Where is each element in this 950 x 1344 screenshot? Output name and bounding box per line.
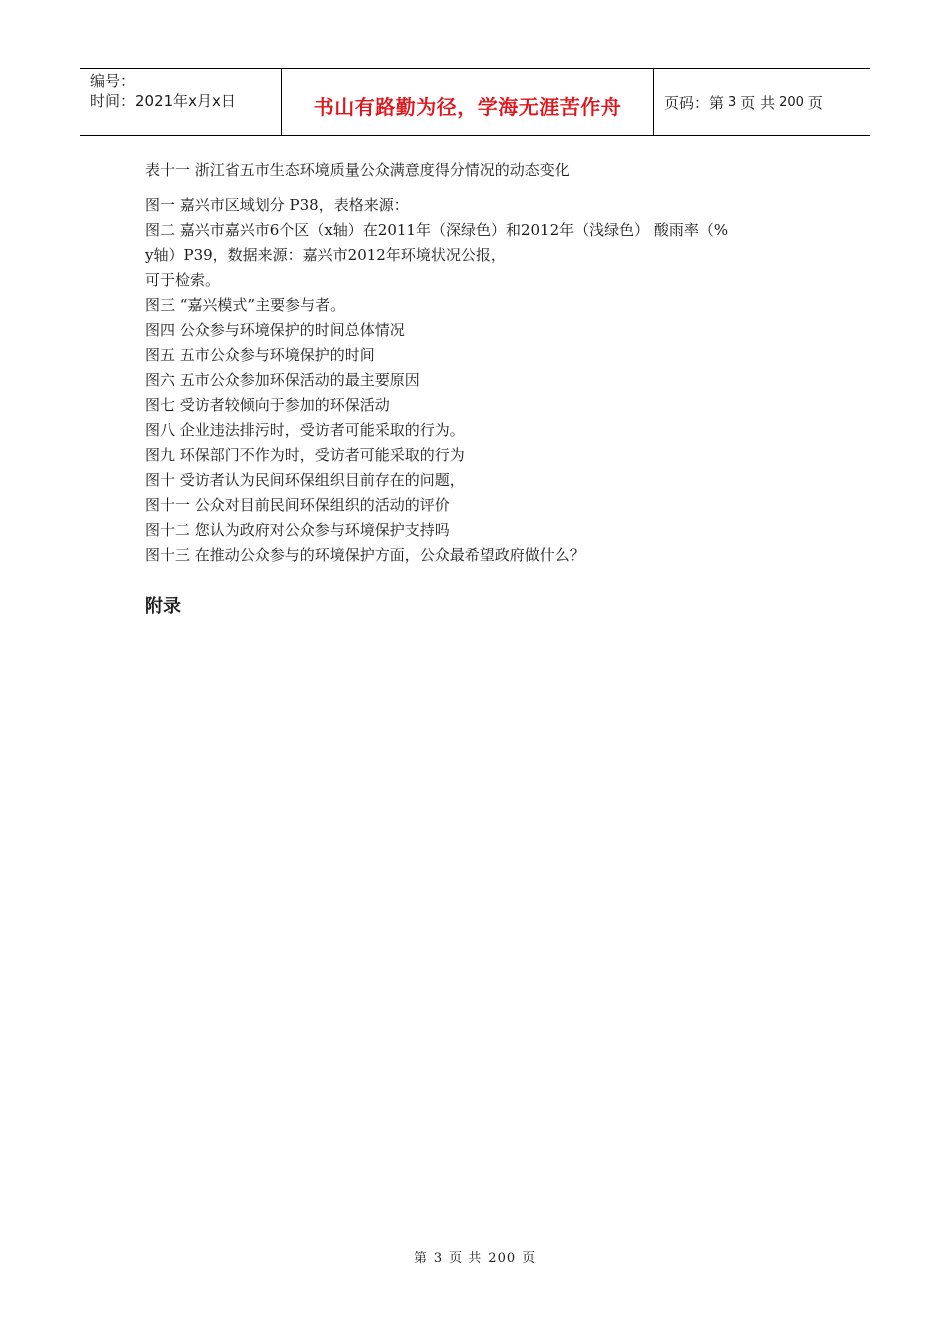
figure-list bbox=[145, 158, 825, 568]
list-item: 图十三 在推动公众参与的环境保护方面，公众最希望政府做什么？ bbox=[145, 546, 585, 564]
table-caption: 表十一 浙江省五市生态环境质量公众满意度得分情况的动态变化 bbox=[145, 161, 570, 179]
footer-page-current: 3 bbox=[433, 1251, 444, 1266]
header-page-total: 200 bbox=[779, 94, 804, 110]
list-item: 图七 受访者较倾向于参加的环保活动 bbox=[145, 396, 390, 414]
list-item: 图六 五市公众参加环保活动的最主要原因 bbox=[145, 371, 420, 389]
appendix-heading: 附录 bbox=[145, 596, 181, 617]
header-page-current: 3 bbox=[728, 94, 737, 110]
footer-prefix: 第 bbox=[413, 1251, 428, 1266]
footer-suffix: 页 bbox=[522, 1251, 537, 1266]
header-motto: 书山有路勤为径，学海无涯苦作舟 bbox=[313, 94, 622, 119]
list-item: 图四 公众参与环境保护的时间总体情况 bbox=[145, 321, 405, 339]
page-header bbox=[80, 68, 870, 136]
footer-mid: 页 共 bbox=[449, 1251, 483, 1266]
list-item: 图五 五市公众参与环境保护的时间 bbox=[145, 346, 375, 364]
header-page-suffix: 页 bbox=[807, 93, 823, 112]
header-page-mid: 页 共 bbox=[740, 93, 776, 112]
header-motto-cell bbox=[282, 69, 654, 135]
list-item: 图十二 您认为政府对公众参与环境保护支持吗 bbox=[145, 521, 450, 539]
serial-number-label: 编号： bbox=[90, 72, 136, 90]
list-item: 图三 “嘉兴模式”主要参与者。 bbox=[145, 296, 346, 314]
list-item: 图八 企业违法排污时，受访者可能采取的行为。 bbox=[145, 421, 465, 439]
header-page-cell bbox=[654, 69, 870, 135]
list-item: 图九 环保部门不作为时，受访者可能采取的行为 bbox=[145, 446, 465, 464]
header-page-prefix: 页码：第 bbox=[664, 93, 725, 112]
footer-page-total: 200 bbox=[488, 1251, 517, 1266]
list-item: 图一 嘉兴市区域划分 P38，表格来源： bbox=[145, 196, 409, 214]
list-item: 图二 嘉兴市嘉兴市6个区（x轴）在2011年（深绿色）和2012年（浅绿色） 酸雨率（% bbox=[145, 221, 729, 239]
list-item: y轴）P39，数据来源：嘉兴市2012年环境状况公报， bbox=[145, 246, 506, 264]
list-item: 图十 受访者认为民间环保组织目前存在的问题， bbox=[145, 471, 465, 489]
list-item: 图十一 公众对目前民间环保组织的活动的评价 bbox=[145, 496, 450, 514]
list-item: 可于检索。 bbox=[145, 271, 221, 289]
time-label: 时间：2021年x月x日 bbox=[90, 92, 236, 110]
page-footer bbox=[0, 1247, 950, 1266]
header-meta-cell bbox=[80, 69, 282, 135]
